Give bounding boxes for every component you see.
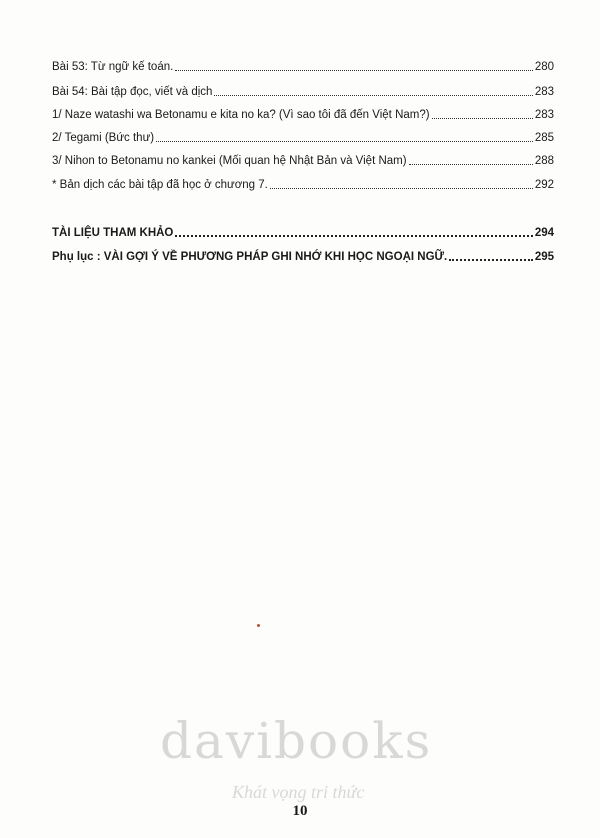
dot-leader [175, 70, 533, 71]
toc-entry-title: * Bản dịch các bài tập đã học ở chương 7. [52, 179, 268, 191]
toc-entry-title: TÀI LIỆU THAM KHẢO [52, 227, 174, 239]
ink-speck [257, 624, 260, 627]
watermark-brand: davibooks [160, 712, 433, 770]
toc-entry-page: 292 [534, 179, 554, 191]
dot-leader [432, 118, 533, 119]
toc-entry-title: Bài 54: Bài tập đọc, viết và dịch [52, 86, 213, 98]
toc-entry-title: 2/ Tegami (Bức thư) [52, 132, 155, 144]
toc-entry-page: 294 [534, 227, 554, 239]
toc-entry-title: 1/ Naze watashi wa Betonamu e kita no ka? (Vì sao tôi đã đến Việt Nam?) [52, 109, 430, 121]
dot-leader [409, 164, 533, 165]
toc-entry-title: 3/ Nihon to Betonamu no kankei (Mối quan hệ Nhật Bản và Việt Nam) [52, 155, 407, 167]
toc-entry-page: 288 [534, 155, 554, 167]
dot-leader [214, 95, 532, 96]
toc-entry [52, 154, 554, 168]
toc-entry [52, 60, 554, 74]
toc-entry [52, 108, 554, 122]
toc-entry [52, 131, 554, 145]
toc-entry-title: Phụ lục : VÀI GỢI Ý VỀ PHƯƠNG PHÁP GHI NHỚ KHI HỌC NGOẠI NGỮ. [52, 251, 448, 263]
toc-entry-page: 283 [534, 109, 554, 121]
toc-entry [52, 85, 554, 99]
toc-entry-bold [52, 226, 554, 240]
page-number: 10 [292, 803, 308, 819]
dot-leader [449, 259, 533, 261]
toc-entry-bold [52, 250, 554, 264]
dot-leader [156, 141, 533, 142]
toc-entry [52, 178, 554, 192]
toc-entry-page: 285 [534, 132, 554, 144]
toc-entry-page: 280 [534, 61, 554, 73]
dot-leader [270, 188, 533, 189]
watermark-tagline: Khát vọng tri thức [232, 782, 365, 802]
toc-entry-page: 283 [534, 86, 554, 98]
toc-entry-title: Bài 53: Từ ngữ kế toán. [52, 61, 174, 73]
dot-leader [175, 235, 532, 237]
toc-entry-page: 295 [534, 251, 554, 263]
